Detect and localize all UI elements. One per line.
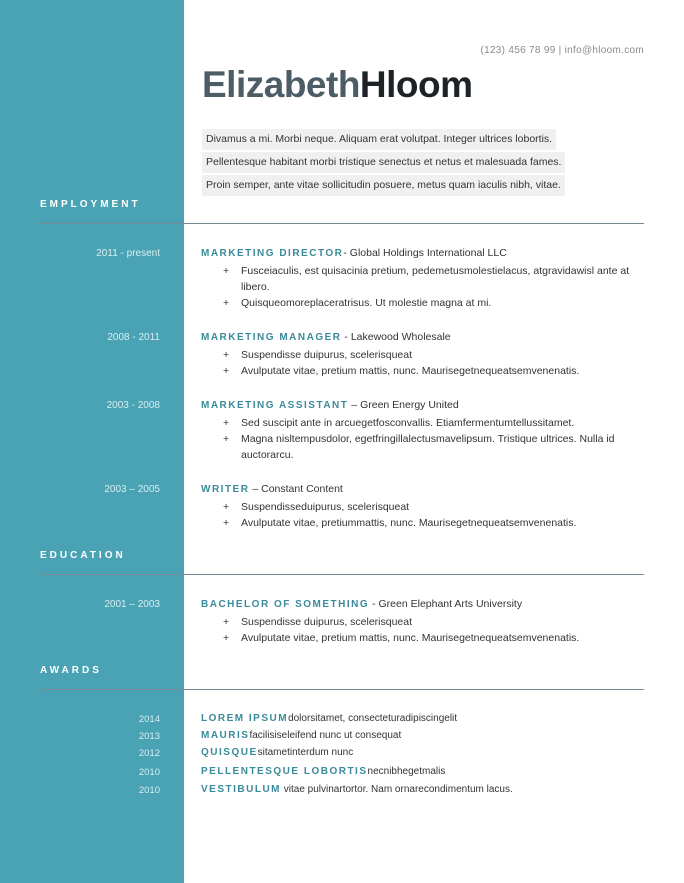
company: - Lakewood Wholesale <box>341 331 451 343</box>
award-item <box>201 784 513 795</box>
award-year: 2010 <box>138 767 160 778</box>
section-label-education: EDUCATION <box>40 550 126 561</box>
list-item: + Magna nisltempusdolor, egetfringillalectusmavelipsum. Tristique ultrices. Nulla id auctorarcu. <box>223 433 615 461</box>
award-text: necnibhegetmalis <box>367 766 446 777</box>
list-item: + Avulputate vitae, pretiummattis, nunc. Maurisegetnequeatsemvenenatis. <box>223 517 577 529</box>
list-item: + Suspendisseduipurus, scelerisqueat <box>223 501 410 513</box>
job-title: MARKETING MANAGER <box>201 332 342 343</box>
bullet-text: Suspendisseduipurus, scelerisqueat <box>241 501 410 513</box>
company: – Green Energy United <box>348 399 459 411</box>
award-title: VESTIBULUM <box>201 784 281 795</box>
award-title: LOREM IPSUM <box>201 713 289 724</box>
bullet-text: Suspendisse duipurus, scelerisqueat <box>241 349 413 361</box>
summary-line: Pellentesque habitant morbi tristique senectus et netus et malesuada fames. <box>202 152 565 173</box>
summary-line: Proin semper, ante vitae sollicitudin posuere, metus quam iaculis nibh, vitae. <box>202 175 565 196</box>
last-name: Hloom <box>359 64 473 105</box>
summary-line: Divamus a mi. Morbi neque. Aliquam erat volutpat. Integer ultrices lobortis. <box>202 129 556 150</box>
job-title: WRITER <box>201 484 250 495</box>
award-text: vitae pulvinartortor. Nam ornarecondimentum lacus. <box>281 784 513 795</box>
award-text: dolorsitamet, consecteturadipiscingelit <box>288 713 458 724</box>
award-year: 2010 <box>138 785 160 796</box>
entry-dates: 2003 - 2008 <box>106 400 160 411</box>
list-item: + Sed suscipit ante in arcuegetfosconvallis. Etiamfermentumtellussitamet. <box>223 417 575 429</box>
list-item: + Quisqueomoreplaceratrisus. Ut molestie magna at mi. <box>223 297 492 309</box>
entry-dates: 2001 – 2003 <box>104 599 160 610</box>
company: - Global Holdings International LLC <box>343 247 507 259</box>
award-title: QUISQUE <box>201 747 258 758</box>
entry-dates: 2003 – 2005 <box>104 484 160 495</box>
award-title: MAURIS <box>201 730 250 741</box>
bullet-text: Quisqueomoreplaceratrisus. Ut molestie magna at mi. <box>241 297 492 309</box>
employment-entry <box>201 246 641 311</box>
section-divider <box>40 574 644 575</box>
employment-entry <box>201 482 641 531</box>
list-item: + Avulputate vitae, pretium mattis, nunc. Maurisegetnequeatsemvenenatis. <box>223 365 580 377</box>
section-divider <box>40 223 644 224</box>
award-item <box>201 766 445 777</box>
bullet-text: Avulputate vitae, pretium mattis, nunc. Maurisegetnequeatsemvenenatis. <box>241 632 580 644</box>
institution: - Green Elephant Arts University <box>369 598 523 610</box>
employment-entry <box>201 330 641 379</box>
list-item: + Suspendisse duipurus, scelerisqueat <box>223 616 413 628</box>
bullet-text: Avulputate vitae, pretium mattis, nunc. Maurisegetnequeatsemvenenatis. <box>241 365 580 377</box>
job-title: MARKETING ASSISTANT <box>201 400 349 411</box>
entry-dates: 2008 - 2011 <box>107 332 160 343</box>
degree-title: BACHELOR OF SOMETHING <box>201 599 370 610</box>
bullet-text: Suspendisse duipurus, scelerisqueat <box>241 616 413 628</box>
section-divider <box>40 689 644 690</box>
award-year: 2013 <box>138 731 160 742</box>
award-item <box>201 730 401 741</box>
section-label-awards: AWARDS <box>40 665 102 676</box>
list-item: + Suspendisse duipurus, scelerisqueat <box>223 349 413 361</box>
award-title: PELLENTESQUE LOBORTIS <box>201 766 368 777</box>
bullet-text: Fusceiaculis, est quisacinia pretium, pedemetusmolestielacus, atgravidawisl ante at libero. <box>241 265 630 293</box>
award-item <box>201 747 353 758</box>
employment-entry <box>201 398 641 463</box>
award-text: sitametinterdum nunc <box>257 747 354 758</box>
award-text: facilisiseleifend nunc ut consequat <box>249 730 402 741</box>
section-label-employment: EMPLOYMENT <box>40 199 141 210</box>
list-item: + Fusceiaculis, est quisacinia pretium, pedemetusmolestielacus, atgravidawisl ante at libero. <box>223 265 630 293</box>
bullet-text: Magna nisltempusdolor, egetfringillalectusmavelipsum. Tristique ultrices. Nulla id auctorarcu. <box>241 433 615 461</box>
summary <box>202 129 622 198</box>
contact-info: (123) 456 78 99 | info@hloom.com <box>480 45 644 56</box>
bullet-text: Avulputate vitae, pretiummattis, nunc. Maurisegetnequeatsemvenenatis. <box>241 517 577 529</box>
candidate-name <box>202 64 473 106</box>
first-name: Elizabeth <box>202 64 360 105</box>
entry-dates: 2011 - present <box>96 248 160 259</box>
award-year: 2012 <box>138 748 160 759</box>
education-entry <box>201 597 641 646</box>
list-item: + Avulputate vitae, pretium mattis, nunc. Maurisegetnequeatsemvenenatis. <box>223 632 580 644</box>
company: – Constant Content <box>249 483 343 495</box>
job-title: MARKETING DIRECTOR <box>201 248 344 259</box>
award-year: 2014 <box>138 714 160 725</box>
award-item <box>201 713 457 724</box>
bullet-text: Sed suscipit ante in arcuegetfosconvallis. Etiamfermentumtellussitamet. <box>241 417 575 429</box>
